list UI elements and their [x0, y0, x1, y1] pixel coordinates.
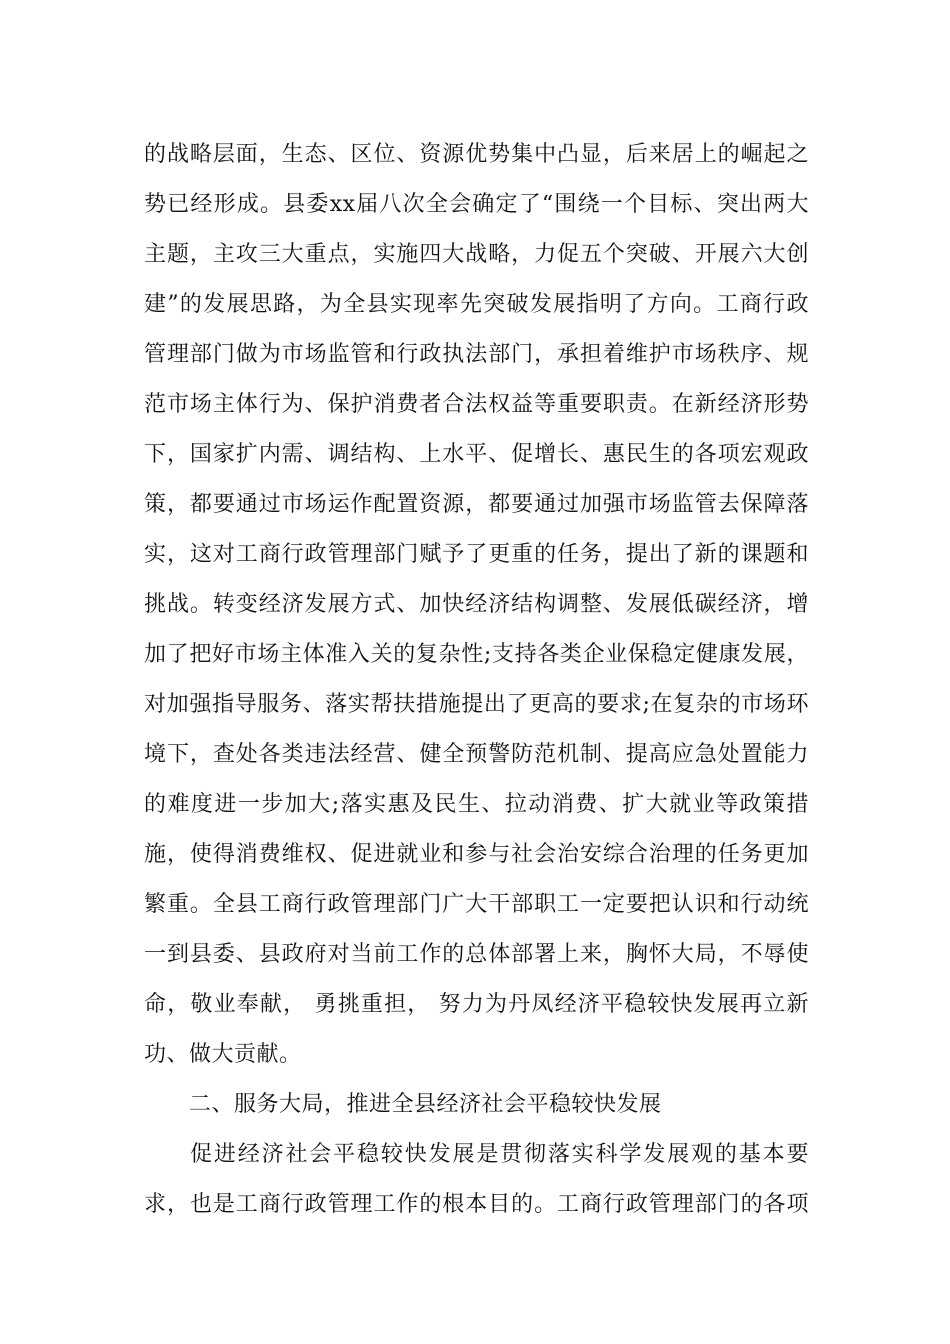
text-line: 繁重。全县工商行政管理部门广大干部职工一定要把认识和行动统	[144, 892, 809, 917]
text-line: 施，使得消费维权、促进就业和参与社会治安综合治理的任务更加	[144, 842, 809, 867]
section-heading: 二、服务大局，推进全县经济社会平稳较快发展	[189, 1092, 662, 1117]
text-line: 的战略层面，生态、区位、资源优势集中凸显，后来居上的崛起之	[144, 142, 809, 167]
text-line: 一到县委、县政府对当前工作的总体部署上来，胸怀大局，不辱使	[144, 942, 809, 967]
text-line: 下，国家扩内需、调结构、上水平、促增长、惠民生的各项宏观政	[144, 442, 809, 467]
text-line: 促进经济社会平稳较快发展是贯彻落实科学发展观的基本要	[190, 1142, 809, 1167]
text-line: 管理部门做为市场监管和行政执法部门，承担着维护市场秩序、规	[144, 342, 809, 367]
text-line: 挑战。转变经济发展方式、加快经济结构调整、发展低碳经济，增	[144, 592, 809, 617]
text-line: 实，这对工商行政管理部门赋予了更重的任务，提出了新的课题和	[144, 542, 809, 567]
text-line: 对加强指导服务、落实帮扶措施提出了更高的要求;在复杂的市场环	[144, 692, 809, 717]
text-line: 主题，主攻三大重点，实施四大战略，力促五个突破、开展六大创	[144, 242, 809, 267]
text-line: 建”的发展思路，为全县实现率先突破发展指明了方向。工商行政	[144, 292, 809, 317]
text-line: 求，也是工商行政管理工作的根本目的。工商行政管理部门的各项	[144, 1192, 809, 1217]
text-line: 加了把好市场主体准入关的复杂性;支持各类企业保稳定健康发展，	[144, 642, 809, 667]
text-line: 境下，查处各类违法经营、健全预警防范机制、提高应急处置能力	[144, 742, 809, 767]
text-line: 范市场主体行为、保护消费者合法权益等重要职责。在新经济形势	[144, 392, 809, 417]
text-line: 策，都要通过市场运作配置资源，都要通过加强市场监管去保障落	[144, 492, 809, 517]
body-text	[144, 130, 809, 1230]
text-line: 功、做大贡献。	[144, 1042, 302, 1067]
text-line: 势已经形成。县委xx届八次全会确定了“围绕一个目标、突出两大	[144, 192, 809, 217]
text-line: 命，敬业奉献， 勇挑重担， 努力为丹凤经济平稳较快发展再立新	[144, 992, 809, 1017]
text-line: 的难度进一步加大;落实惠及民生、拉动消费、扩大就业等政策措	[144, 792, 809, 817]
